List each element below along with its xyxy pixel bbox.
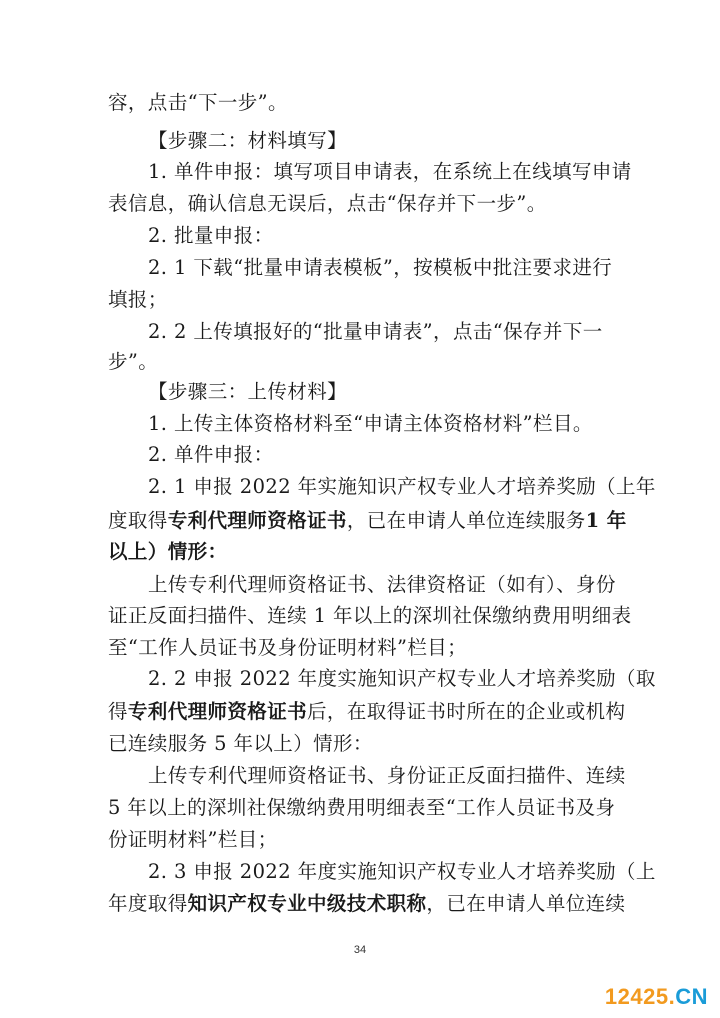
text-line: 2. 2 上传填报好的“批量申请表”，点击“保存并下一 bbox=[148, 320, 603, 343]
text-line: 2. 单件申报： bbox=[148, 443, 274, 466]
text-line bbox=[108, 540, 618, 564]
text-line: 份证明材料”栏目； bbox=[108, 828, 278, 851]
text-line bbox=[108, 700, 626, 724]
bold-term: 专利代理师资格证书 bbox=[127, 700, 308, 723]
watermark-number: 12425 bbox=[604, 984, 669, 1009]
bold-term: 知识产权专业中级技术职称 bbox=[187, 892, 427, 915]
text-run: 后，在取得证书时所在的企业或机构 bbox=[307, 700, 626, 723]
watermark-suffix: CN bbox=[675, 984, 708, 1009]
text-run: 得 bbox=[108, 700, 128, 723]
text-run: ，已在申请人单位连续 bbox=[426, 892, 626, 915]
bold-term: 专利代理师资格证书 bbox=[167, 509, 347, 532]
text-run: ，已在申请人单位连续服务 bbox=[346, 509, 586, 532]
text-line: 1. 单件申报：填写项目申请表，在系统上在线填写申请 bbox=[148, 160, 632, 183]
text-line: 5 年以上的深圳社保缴纳费用明细表至“工作人员证书及身 bbox=[108, 796, 616, 819]
text-line: 填报； bbox=[108, 288, 168, 311]
text-line: 2. 批量申报： bbox=[148, 224, 274, 247]
text-run: 年度取得 bbox=[108, 892, 188, 915]
text-line: 表信息，确认信息无误后，点击“保存并下一步”。 bbox=[108, 192, 547, 215]
text-line: 至“工作人员证书及身份证明材料”栏目； bbox=[108, 636, 468, 659]
text-line: 上传专利代理师资格证书、法律资格证（如有）、身份 bbox=[148, 573, 616, 596]
text-line: 2. 1 申报 2022 年实施知识产权专业人才培养奖励（上年 bbox=[148, 475, 656, 498]
section-heading: 【步骤三：上传材料】 bbox=[148, 380, 348, 403]
bold-term: 以上）情形： bbox=[108, 540, 228, 563]
text-line bbox=[108, 509, 627, 533]
text-line: 上传专利代理师资格证书、身份证正反面扫描件、连续 bbox=[148, 764, 626, 787]
text-run: 度取得 bbox=[108, 509, 168, 532]
text-line: 步”。 bbox=[108, 350, 159, 373]
text-line: 已连续服务 5 年以上）情形： bbox=[108, 732, 373, 755]
watermark-logo bbox=[605, 984, 708, 1010]
section-heading: 【步骤二：材料填写】 bbox=[148, 129, 348, 152]
text-line: 2. 2 申报 2022 年度实施知识产权专业人才培养奖励（取 bbox=[148, 667, 656, 690]
text-line bbox=[108, 892, 626, 916]
watermark-dot: . bbox=[668, 984, 676, 1009]
bold-term: 1 年 bbox=[585, 509, 627, 532]
text-line: 1. 上传主体资格材料至“申请主体资格材料”栏目。 bbox=[148, 412, 593, 435]
page-number: 34 bbox=[353, 944, 367, 956]
text-line: 2. 1 下载“批量申请表模板”，按模板中批注要求进行 bbox=[148, 256, 613, 279]
text-line: 2. 3 申报 2022 年度实施知识产权专业人才培养奖励（上 bbox=[148, 860, 656, 883]
text-line: 证正反面扫描件、连续 1 年以上的深圳社保缴纳费用明细表 bbox=[108, 604, 632, 627]
text-line: 容，点击“下一步”。 bbox=[108, 91, 288, 114]
